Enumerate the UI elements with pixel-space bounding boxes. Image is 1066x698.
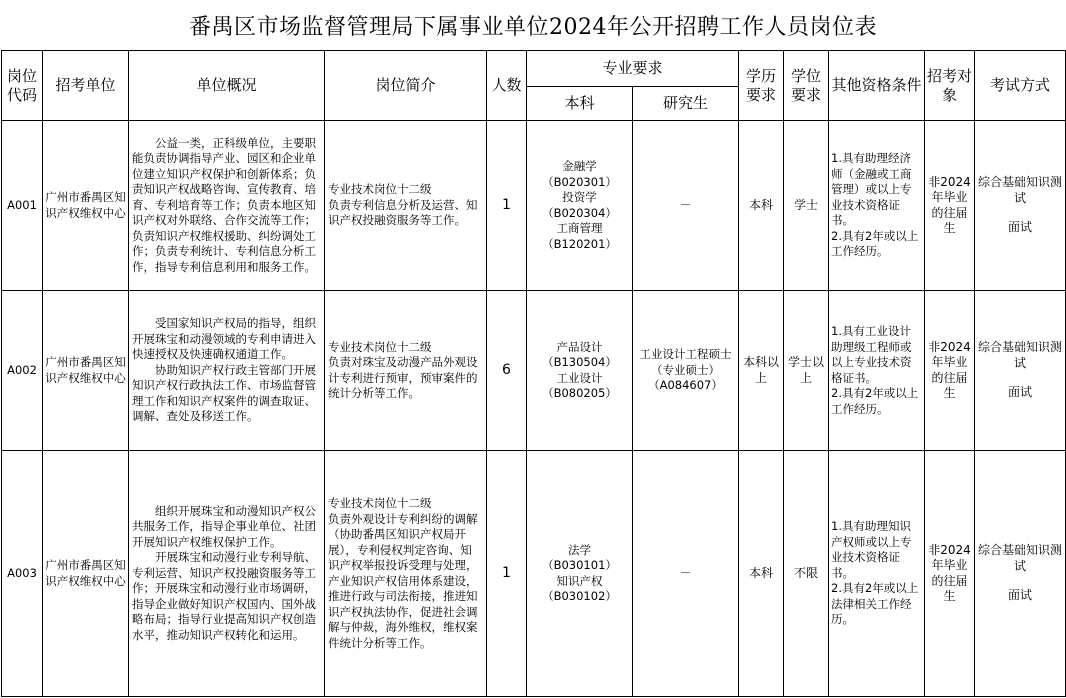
exam-item: 综合基础知识测试 (978, 340, 1063, 370)
position-intro: 专业技术岗位十二级 负责对珠宝及动漫产品外观设计专利进行预审，预审案件的统计分析等工作。 (325, 291, 487, 451)
header-code: 岗位代码 (2, 51, 43, 121)
overview-paragraph: 受国家知识产权局的指导，组织开展珠宝和动漫领域的专利申请进入快速授权及快速确权通道工作。 (132, 316, 316, 362)
header-count: 人数 (487, 51, 527, 121)
table-row (2, 291, 1066, 451)
other-qualifications: 1.具有助理经济师（金融或工商管理）或以上专业技术资格证书。 2.具有2年或以上工作经历。 (829, 121, 925, 291)
degree-requirement: 学士 (784, 121, 829, 291)
header-unit: 招考单位 (43, 51, 129, 121)
header-major: 专业要求 (527, 51, 739, 87)
headcount: 1 (487, 121, 527, 291)
position-code: A002 (2, 291, 43, 451)
header-target: 招考对象 (925, 51, 975, 121)
position-code: A001 (2, 121, 43, 291)
unit-overview (129, 451, 325, 697)
education-requirement: 本科 (739, 121, 784, 291)
other-qualifications: 1.具有助理知识产权师或以上专业技术资格证书。 2.具有2年或以上法律相关工作经历。 (829, 451, 925, 697)
degree-requirement: 学士以上 (784, 291, 829, 451)
header-overview: 单位概况 (129, 51, 325, 121)
exam-item: 面试 (1008, 588, 1033, 603)
education-requirement: 本科以上 (739, 291, 784, 451)
other-qualifications: 1.具有工业设计助理级工程师或以上专业技术资格证书。 2.具有2年或以上工作经历。 (829, 291, 925, 451)
header-grad: 研究生 (633, 87, 739, 121)
degree-requirement: 不限 (784, 451, 829, 697)
exam-item: 面试 (1008, 385, 1033, 400)
undergrad-major: 产品设计 （B130504） 工业设计 （B080205） (527, 291, 633, 451)
exam-item: 综合基础知识测试 (978, 175, 1063, 205)
unit-name: 广州市番禺区知识产权维权中心 (43, 291, 129, 451)
recruit-target: 非2024年毕业的往届生 (925, 451, 975, 697)
header-other: 其他资格条件 (829, 51, 925, 121)
table-row (2, 451, 1066, 697)
recruit-target: 非2024年毕业的往届生 (925, 291, 975, 451)
overview-paragraph: 开展珠宝和动漫行业专利导航、专利运营、知识产权投融资服务等工作；开展珠宝和动漫行业市场调研，指导企业做好知识产权国内、国外战略布局；指导行业提高知识产权创造水平，推动知识产权转化和运用。 (132, 550, 316, 642)
grad-major: － (633, 121, 739, 291)
undergrad-major: 法学 （B030101） 知识产权 （B030102） (527, 451, 633, 697)
unit-overview (129, 121, 325, 291)
position-code: A003 (2, 451, 43, 697)
position-table (1, 50, 1066, 697)
header-intro: 岗位简介 (325, 51, 487, 121)
headcount: 1 (487, 451, 527, 697)
grad-major: 工业设计工程硕士（专业硕士） （A084607） (633, 291, 739, 451)
header-undergrad: 本科 (527, 87, 633, 121)
unit-name: 广州市番禺区知识产权维权中心 (43, 451, 129, 697)
exam-item: 综合基础知识测试 (978, 543, 1063, 573)
exam-method (975, 121, 1066, 291)
table-row (2, 121, 1066, 291)
undergrad-major: 金融学 （B020301） 投资学 （B020304） 工商管理 （B120201） (527, 121, 633, 291)
overview-paragraph: 组织开展珠宝和动漫知识产权公共服务工作，指导企事业单位、社团开展知识产权维权保护工作。 (132, 503, 316, 549)
exam-method (975, 451, 1066, 697)
headcount: 6 (487, 291, 527, 451)
exam-method (975, 291, 1066, 451)
header-education: 学历要求 (739, 51, 784, 121)
overview-paragraph: 公益一类，正科级单位，主要职能负责协调指导产业、园区和企业单位建立知识产权保护和创新体系；负责知识产权战略咨询、宣传教育、培育、专利培育等工作；负责本地区知识产权对外联络、合作交流等工作；负责知识产权维权援助、纠纷调处工作；负责专利统计、专利信息分析工作，指导专利信息利用和服务工作。 (132, 135, 316, 274)
grad-major: － (633, 451, 739, 697)
recruit-target: 非2024年毕业的往届生 (925, 121, 975, 291)
education-requirement: 本科 (739, 451, 784, 697)
overview-paragraph: 协助知识产权行政主管部门开展知识产权行政执法工作、市场监督管理工作和知识产权案件的调查取证、调解、查处及移送工作。 (132, 362, 316, 424)
header-degree: 学位要求 (784, 51, 829, 121)
unit-name: 广州市番禺区知识产权维权中心 (43, 121, 129, 291)
position-intro: 专业技术岗位十二级 负责外观设计专利纠纷的调解（协助番禺区知识产权局开展），专利侵权判定咨询、知识产权举报投诉受理与处理，产业知识产权信用体系建设，推进行政与司法衔接，推进知识产权执法协作，促进社会调解与仲裁，海外维权，维权案件统计分析等工作。 (325, 451, 487, 697)
page-title: 番禺区市场监督管理局下属事业单位2024年公开招聘工作人员岗位表 (189, 14, 877, 40)
exam-item: 面试 (1008, 220, 1033, 235)
header-exam: 考试方式 (975, 51, 1066, 121)
unit-overview (129, 291, 325, 451)
position-intro: 专业技术岗位十二级 负责专利信息分析及运营、知识产权投融资服务等工作。 (325, 121, 487, 291)
